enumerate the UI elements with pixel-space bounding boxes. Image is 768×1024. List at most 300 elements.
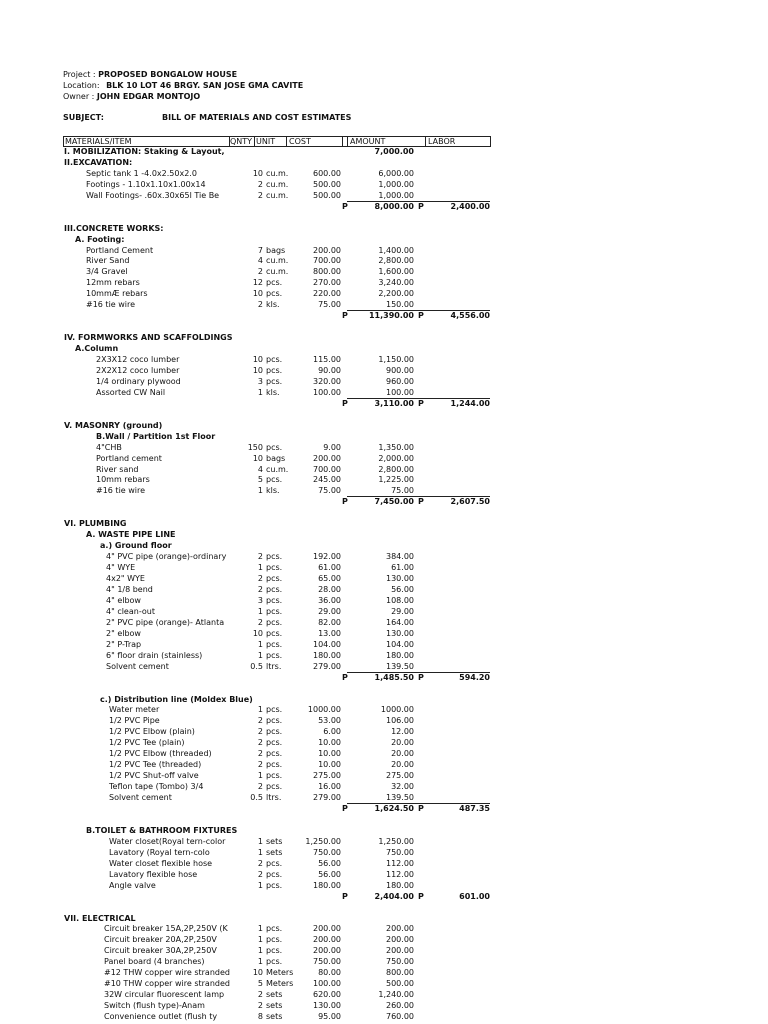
item-description: 10mmÆ rebars (86, 289, 148, 298)
subsection-heading: c.) Distribution line (Moldex Blue) (100, 695, 253, 704)
item-description: Portland Cement (86, 246, 154, 255)
labor-amount: 487.35 (459, 804, 490, 813)
item-qnty: 2 (257, 618, 263, 627)
item-description: Water closet flexible hose (109, 859, 213, 868)
item-qnty: 10 (252, 355, 263, 364)
item-unit: pcs. (266, 366, 283, 375)
item-description: River Sand (86, 256, 130, 265)
item-cost: 180.00 (313, 651, 341, 660)
item-description: 2" P-Trap (106, 640, 142, 649)
item-cost: 1,250.00 (305, 837, 341, 846)
item-cost: 279.00 (313, 662, 341, 671)
item-cost: 500.00 (313, 180, 341, 189)
item-unit: pcs. (266, 859, 283, 868)
item-unit: ltrs. (266, 793, 282, 802)
item-unit: kls. (266, 388, 280, 397)
item-amount: 20.00 (391, 749, 414, 758)
item-amount: 1,350.00 (378, 443, 414, 452)
item-qnty: 3 (257, 377, 263, 386)
item-cost: 65.00 (318, 574, 341, 583)
item-cost: 115.00 (313, 355, 341, 364)
item-qnty: 10 (252, 968, 263, 977)
header-rule-cost-end (342, 136, 343, 146)
item-unit: pcs. (266, 355, 283, 364)
item-unit: pcs. (266, 782, 283, 791)
project-label: Project : (63, 70, 99, 79)
item-qnty: 1 (257, 607, 263, 616)
item-cost: 279.00 (313, 793, 341, 802)
col-unit: UNIT (256, 137, 276, 146)
item-description: Water closet(Royal tern-color (109, 837, 226, 846)
item-cost: 270.00 (313, 278, 341, 287)
item-amount: 960.00 (386, 377, 414, 386)
item-qnty: 1 (257, 640, 263, 649)
item-description: 1/2 PVC Tee (plain) (109, 738, 185, 747)
item-cost: 700.00 (313, 256, 341, 265)
location-label: Location: (63, 81, 100, 90)
item-cost: 61.00 (318, 563, 341, 572)
item-description: 1/4 ordinary plywood (96, 377, 181, 386)
item-amount: 750.00 (386, 957, 414, 966)
item-amount: 1,150.00 (378, 355, 414, 364)
item-unit: pcs. (266, 935, 283, 944)
item-unit: pcs. (266, 563, 283, 572)
section-amount: 7,000.00 (374, 147, 414, 156)
labor-peso-sign: P (418, 673, 424, 682)
item-description: 1/2 PVC Elbow (threaded) (109, 749, 212, 758)
header-rule-cost (286, 136, 287, 146)
subject-label: SUBJECT: (63, 113, 104, 122)
item-qnty: 2 (257, 760, 263, 769)
section-heading: III.CONCRETE WORKS: (64, 224, 164, 233)
subsection-heading: B.Wall / Partition 1st Floor (96, 432, 216, 441)
item-qnty: 2 (257, 180, 263, 189)
item-qnty: 10 (252, 629, 263, 638)
item-description: Water meter (109, 705, 160, 714)
labor-peso-sign: P (418, 892, 424, 901)
item-amount: 112.00 (386, 859, 414, 868)
item-cost: 800.00 (313, 267, 341, 276)
subtotal-peso-sign: P (342, 673, 348, 682)
item-cost: 100.00 (313, 388, 341, 397)
item-unit: bags (266, 454, 286, 463)
item-unit: pcs. (266, 377, 283, 386)
subtotal-amount: 8,000.00 (374, 202, 414, 211)
item-amount: 112.00 (386, 870, 414, 879)
item-amount: 104.00 (386, 640, 414, 649)
item-unit: cu.m. (266, 169, 289, 178)
item-description: Teflon tape (Tombo) 3/4 (109, 782, 204, 791)
labor-peso-sign: P (418, 311, 424, 320)
item-qnty: 10 (252, 454, 263, 463)
item-unit: pcs. (266, 749, 283, 758)
item-qnty: 1 (257, 957, 263, 966)
subtotal-amount: 2,404.00 (374, 892, 414, 901)
item-description: Circuit breaker 15A,2P,250V (K (104, 924, 228, 933)
header-rule-labor (425, 136, 426, 146)
item-amount: 130.00 (386, 574, 414, 583)
item-description: Lavatory (Royal tern-colo (109, 848, 210, 857)
item-qnty: 0.5 (250, 662, 263, 671)
item-description: 2X2X12 coco lumber (96, 366, 180, 375)
col-labor: LABOR (428, 137, 456, 146)
labor-peso-sign: P (418, 804, 424, 813)
subsection-heading: A. Footing: (75, 235, 125, 244)
item-qnty: 12 (252, 278, 263, 287)
subtotal-peso-sign: P (342, 311, 348, 320)
item-description: Switch (flush type)-Anam (104, 1001, 205, 1010)
subtotal-amount: 7,450.00 (374, 497, 414, 506)
item-description: 2" elbow (106, 629, 141, 638)
item-amount: 384.00 (386, 552, 414, 561)
item-cost: 95.00 (318, 1012, 341, 1021)
item-cost: 16.00 (318, 782, 341, 791)
item-amount: 180.00 (386, 881, 414, 890)
item-amount: 1,400.00 (378, 246, 414, 255)
item-description: 1/2 PVC Shut-off valve (109, 771, 199, 780)
item-cost: 6.00 (323, 727, 341, 736)
location-line (63, 80, 303, 91)
labor-amount: 4,556.00 (450, 311, 490, 320)
subsection-heading: B.TOILET & BATHROOM FIXTURES (86, 826, 238, 835)
item-description: 4" clean-out (106, 607, 155, 616)
labor-peso-sign: P (418, 399, 424, 408)
item-description: #12 THW copper wire stranded (104, 968, 230, 977)
labor-peso-sign: P (418, 202, 424, 211)
item-cost: 500.00 (313, 191, 341, 200)
item-qnty: 2 (257, 727, 263, 736)
item-qnty: 5 (257, 475, 263, 484)
item-qnty: 10 (252, 366, 263, 375)
item-cost: 28.00 (318, 585, 341, 594)
item-amount: 1,000.00 (378, 191, 414, 200)
item-unit: pcs. (266, 475, 283, 484)
item-description: 1/2 PVC Pipe (109, 716, 160, 725)
item-unit: pcs. (266, 870, 283, 879)
section-heading: I. MOBILIZATION: Staking & Layout, (64, 147, 225, 156)
item-amount: 20.00 (391, 738, 414, 747)
item-qnty: 0.5 (250, 793, 263, 802)
item-cost: 100.00 (313, 979, 341, 988)
item-cost: 600.00 (313, 169, 341, 178)
item-unit: ltrs. (266, 662, 282, 671)
item-description: #16 tie wire (96, 486, 146, 495)
item-unit: cu.m. (266, 256, 289, 265)
item-unit: pcs. (266, 574, 283, 583)
item-cost: 90.00 (318, 366, 341, 375)
item-unit: pcs. (266, 881, 283, 890)
item-cost: 56.00 (318, 859, 341, 868)
item-cost: 200.00 (313, 935, 341, 944)
item-amount: 139.50 (386, 662, 414, 671)
item-description: Circuit breaker 20A,2P,250V (104, 935, 217, 944)
item-qnty: 1 (257, 388, 263, 397)
labor-amount: 601.00 (459, 892, 490, 901)
item-unit: sets (266, 1012, 283, 1021)
col-materials: MATERIALS/ITEM (65, 137, 132, 146)
item-description: 3/4 Gravel (86, 267, 128, 276)
item-qnty: 1 (257, 651, 263, 660)
item-unit: sets (266, 1001, 283, 1010)
item-unit: pcs. (266, 946, 283, 955)
item-amount: 100.00 (386, 388, 414, 397)
item-amount: 150.00 (386, 300, 414, 309)
item-amount: 200.00 (386, 924, 414, 933)
item-cost: 82.00 (318, 618, 341, 627)
header-rule-left (63, 136, 64, 146)
item-description: Assorted CW Nail (96, 388, 166, 397)
item-amount: 12.00 (391, 727, 414, 736)
item-qnty: 2 (257, 749, 263, 758)
item-unit: pcs. (266, 607, 283, 616)
item-cost: 750.00 (313, 848, 341, 857)
item-description: 12mm rebars (86, 278, 140, 287)
item-amount: 20.00 (391, 760, 414, 769)
item-cost: 750.00 (313, 957, 341, 966)
item-unit: pcs. (266, 278, 283, 287)
item-cost: 80.00 (318, 968, 341, 977)
item-cost: 104.00 (313, 640, 341, 649)
item-description: Panel board (4 branches) (104, 957, 205, 966)
item-amount: 130.00 (386, 629, 414, 638)
owner-label: Owner : (63, 92, 97, 101)
item-cost: 275.00 (313, 771, 341, 780)
item-cost: 200.00 (313, 946, 341, 955)
item-description: 32W circular fluorescent lamp (104, 990, 225, 999)
item-unit: kls. (266, 300, 280, 309)
item-unit: pcs. (266, 585, 283, 594)
item-description: 4" elbow (106, 596, 141, 605)
item-description: Solvent cement (109, 793, 172, 802)
item-unit: pcs. (266, 629, 283, 638)
item-amount: 275.00 (386, 771, 414, 780)
item-amount: 750.00 (386, 848, 414, 857)
item-qnty: 1 (257, 924, 263, 933)
labor-amount: 594.20 (459, 673, 490, 682)
section-heading: VII. ELECTRICAL (64, 914, 136, 923)
item-cost: 620.00 (313, 990, 341, 999)
item-description: 4x2" WYE (106, 574, 145, 583)
item-amount: 1000.00 (380, 705, 414, 714)
item-amount: 61.00 (391, 563, 414, 572)
item-amount: 180.00 (386, 651, 414, 660)
col-cost: COST (289, 137, 311, 146)
item-amount: 260.00 (386, 1001, 414, 1010)
item-amount: 164.00 (386, 618, 414, 627)
item-qnty: 150 (247, 443, 263, 452)
item-cost: 200.00 (313, 924, 341, 933)
labor-amount: 1,244.00 (450, 399, 490, 408)
subtotal-amount: 3,110.00 (374, 399, 414, 408)
item-amount: 760.00 (386, 1012, 414, 1021)
item-unit: sets (266, 837, 283, 846)
item-cost: 320.00 (313, 377, 341, 386)
subtotal-peso-sign: P (342, 399, 348, 408)
item-amount: 1,225.00 (378, 475, 414, 484)
item-qnty: 3 (257, 596, 263, 605)
item-unit: cu.m. (266, 267, 289, 276)
subtotal-amount: 11,390.00 (368, 311, 414, 320)
item-cost: 10.00 (318, 738, 341, 747)
labor-amount: 2,607.50 (450, 497, 490, 506)
item-cost: 29.00 (318, 607, 341, 616)
item-unit: pcs. (266, 957, 283, 966)
item-cost: 200.00 (313, 454, 341, 463)
item-amount: 106.00 (386, 716, 414, 725)
item-qnty: 10 (252, 289, 263, 298)
item-qnty: 1 (257, 881, 263, 890)
item-unit: bags (266, 246, 286, 255)
item-qnty: 2 (257, 782, 263, 791)
item-qnty: 7 (257, 246, 263, 255)
item-description: River sand (96, 465, 139, 474)
item-unit: cu.m. (266, 465, 289, 474)
item-unit: pcs. (266, 651, 283, 660)
project-value: PROPOSED BONGALOW HOUSE (98, 70, 238, 79)
item-description: Circuit breaker 30A,2P,250V (104, 946, 217, 955)
item-amount: 32.00 (391, 782, 414, 791)
item-description: Angle valve (109, 881, 156, 890)
item-qnty: 2 (257, 585, 263, 594)
item-description: 2X3X12 coco lumber (96, 355, 180, 364)
item-amount: 139.50 (386, 793, 414, 802)
item-cost: 9.00 (323, 443, 341, 452)
item-unit: cu.m. (266, 180, 289, 189)
item-amount: 1,240.00 (378, 990, 414, 999)
item-cost: 130.00 (313, 1001, 341, 1010)
item-qnty: 1 (257, 935, 263, 944)
item-cost: 10.00 (318, 760, 341, 769)
item-amount: 2,800.00 (378, 256, 414, 265)
item-cost: 1000.00 (307, 705, 341, 714)
item-amount: 108.00 (386, 596, 414, 605)
section-heading: II.EXCAVATION: (64, 158, 133, 167)
col-amount: AMOUNT (350, 137, 386, 146)
item-cost: 13.00 (318, 629, 341, 638)
item-qnty: 1 (257, 486, 263, 495)
item-amount: 2,200.00 (378, 289, 414, 298)
item-qnty: 8 (257, 1012, 263, 1021)
item-unit: pcs. (266, 727, 283, 736)
item-unit: pcs. (266, 760, 283, 769)
item-cost: 75.00 (318, 486, 341, 495)
item-description: #16 tie wire (86, 300, 136, 309)
item-unit: pcs. (266, 640, 283, 649)
item-qnty: 1 (257, 771, 263, 780)
item-description: 4"CHB (96, 443, 122, 452)
item-qnty: 2 (257, 300, 263, 309)
item-description: 4" PVC pipe (orange)-ordinary (106, 552, 227, 561)
item-description: Solvent cement (106, 662, 169, 671)
location-value: BLK 10 LOT 46 BRGY. SAN JOSE GMA CAVITE (106, 81, 304, 90)
item-cost: 53.00 (318, 716, 341, 725)
item-cost: 36.00 (318, 596, 341, 605)
item-unit: pcs. (266, 443, 283, 452)
item-unit: pcs. (266, 618, 283, 627)
item-description: Portland cement (96, 454, 162, 463)
item-amount: 800.00 (386, 968, 414, 977)
subsection-heading: a.) Ground floor (100, 541, 172, 550)
item-qnty: 2 (257, 552, 263, 561)
item-qnty: 2 (257, 191, 263, 200)
item-cost: 200.00 (313, 246, 341, 255)
item-cost: 245.00 (313, 475, 341, 484)
item-description: 1/2 PVC Elbow (plain) (109, 727, 195, 736)
item-amount: 3,240.00 (378, 278, 414, 287)
item-description: 10mm rebars (96, 475, 150, 484)
labor-amount: 2,400.00 (450, 202, 490, 211)
col-qnty: QNTY (230, 137, 253, 146)
header-rule-unit (254, 136, 255, 146)
item-qnty: 2 (257, 990, 263, 999)
item-unit: pcs. (266, 289, 283, 298)
subtotal-peso-sign: P (342, 202, 348, 211)
item-qnty: 4 (257, 256, 263, 265)
item-unit: Meters (266, 979, 294, 988)
item-amount: 200.00 (386, 946, 414, 955)
item-description: Footings - 1.10x1.10x1.00x14 (86, 180, 206, 189)
item-qnty: 2 (257, 870, 263, 879)
section-heading: VI. PLUMBING (64, 519, 127, 528)
item-unit: pcs. (266, 771, 283, 780)
subsection-heading: A. WASTE PIPE LINE (86, 530, 176, 539)
item-cost: 700.00 (313, 465, 341, 474)
item-cost: 192.00 (313, 552, 341, 561)
item-qnty: 2 (257, 1001, 263, 1010)
item-cost: 220.00 (313, 289, 341, 298)
item-unit: sets (266, 848, 283, 857)
item-description: 4" 1/8 bend (106, 585, 153, 594)
item-description: Wall Footings- .60x.30x65l Tie Be (86, 191, 220, 200)
item-unit: pcs. (266, 716, 283, 725)
item-unit: cu.m. (266, 191, 289, 200)
item-unit: Meters (266, 968, 294, 977)
item-cost: 75.00 (318, 300, 341, 309)
subtotal-amount: 1,624.50 (374, 804, 414, 813)
item-amount: 1,000.00 (378, 180, 414, 189)
section-heading: IV. FORMWORKS AND SCAFFOLDINGS (64, 333, 233, 342)
item-description: #10 THW copper wire stranded (104, 979, 230, 988)
item-description: 2" PVC pipe (orange)- Atlanta (106, 618, 225, 627)
item-description: 1/2 PVC Tee (threaded) (109, 760, 202, 769)
project-line (63, 69, 237, 80)
item-qnty: 2 (257, 267, 263, 276)
item-description: Septic tank 1 -4.0x2.50x2.0 (86, 169, 197, 178)
subject-value: BILL OF MATERIALS AND COST ESTIMATES (162, 113, 352, 122)
item-description: Lavatory flexible hose (109, 870, 198, 879)
item-amount: 1,250.00 (378, 837, 414, 846)
item-amount: 500.00 (386, 979, 414, 988)
item-amount: 900.00 (386, 366, 414, 375)
subtotal-peso-sign: P (342, 497, 348, 506)
item-amount: 1,600.00 (378, 267, 414, 276)
item-amount: 6,000.00 (378, 169, 414, 178)
item-qnty: 2 (257, 716, 263, 725)
item-amount: 29.00 (391, 607, 414, 616)
labor-peso-sign: P (418, 497, 424, 506)
item-qnty: 1 (257, 705, 263, 714)
header-rule-amount (347, 136, 348, 146)
item-unit: pcs. (266, 552, 283, 561)
item-qnty: 5 (257, 979, 263, 988)
item-description: 6" floor drain (stainless) (106, 651, 203, 660)
item-qnty: 4 (257, 465, 263, 474)
item-amount: 56.00 (391, 585, 414, 594)
item-unit: pcs. (266, 705, 283, 714)
owner-value: JOHN EDGAR MONTOJO (96, 92, 201, 101)
item-amount: 2,800.00 (378, 465, 414, 474)
item-unit: sets (266, 990, 283, 999)
